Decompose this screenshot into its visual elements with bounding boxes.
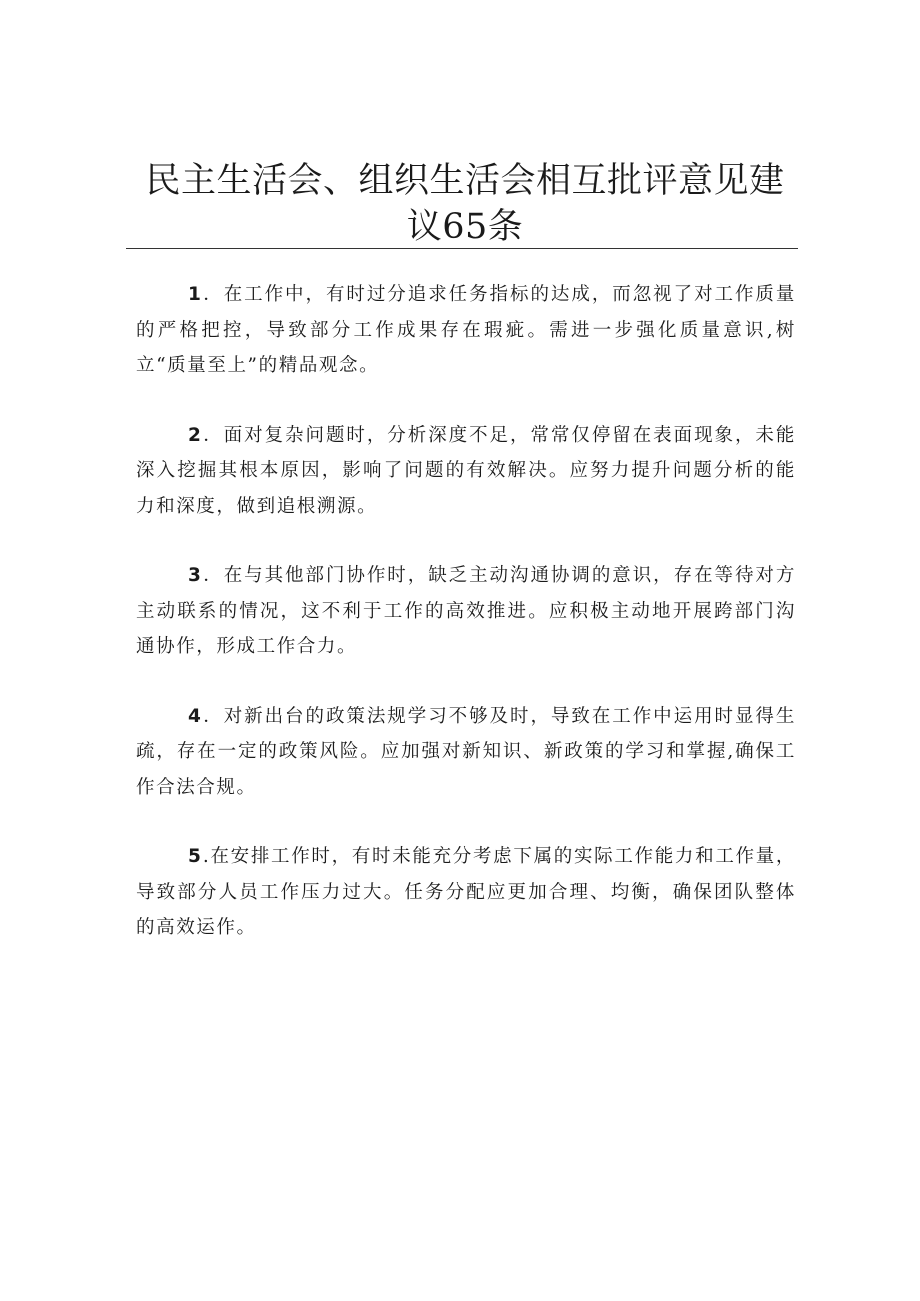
- item-text: 在工作中，有时过分追求任务指标的达成，而忽视了对工作质量的严格把控，导致部分工作成果存在瑕疵。需进一步强化质量意识,树立“质量至上”的精品观念。: [136, 284, 796, 376]
- list-item: [136, 839, 796, 946]
- item-separator: ．: [202, 565, 224, 586]
- document-body: [136, 277, 796, 980]
- item-number: 5: [188, 846, 201, 867]
- item-text: 在安排工作时，有时未能充分考虑下属的实际工作能力和工作量，导致部分人员工作压力过大。任务分配应更加合理、均衡，确保团队整体的高效运作。: [136, 846, 796, 938]
- item-text: 在与其他部门协作时，缺乏主动沟通协调的意识，存在等待对方主动联系的情况，这不利于工作的高效推进。应积极主动地开展跨部门沟通协作，形成工作合力。: [136, 565, 796, 657]
- item-text: 对新出台的政策法规学习不够及时，导致在工作中运用时显得生疏，存在一定的政策风险。应加强对新知识、新政策的学习和掌握,确保工作合法合规。: [136, 705, 796, 798]
- item-separator: ．: [202, 424, 224, 446]
- list-item: [136, 277, 796, 384]
- item-number: 3: [188, 565, 201, 586]
- list-item: [136, 418, 796, 525]
- item-separator: ．: [202, 705, 224, 727]
- item-separator: ．: [202, 284, 224, 305]
- item-number: 1: [188, 284, 201, 305]
- item-number: 4: [188, 705, 201, 727]
- title-underline: [126, 248, 798, 249]
- item-separator: .: [202, 846, 211, 867]
- list-item: [136, 558, 796, 665]
- item-text: 面对复杂问题时，分析深度不足，常常仅停留在表面现象，未能深入挖掘其根本原因，影响了问题的有效解决。应努力提升问题分析的能力和深度，做到追根溯源。: [136, 424, 796, 517]
- list-item: [136, 699, 796, 806]
- page-title: 民主生活会、组织生活会相互批评意见建议65条: [145, 161, 785, 247]
- item-number: 2: [188, 424, 201, 446]
- title-block: [130, 158, 800, 250]
